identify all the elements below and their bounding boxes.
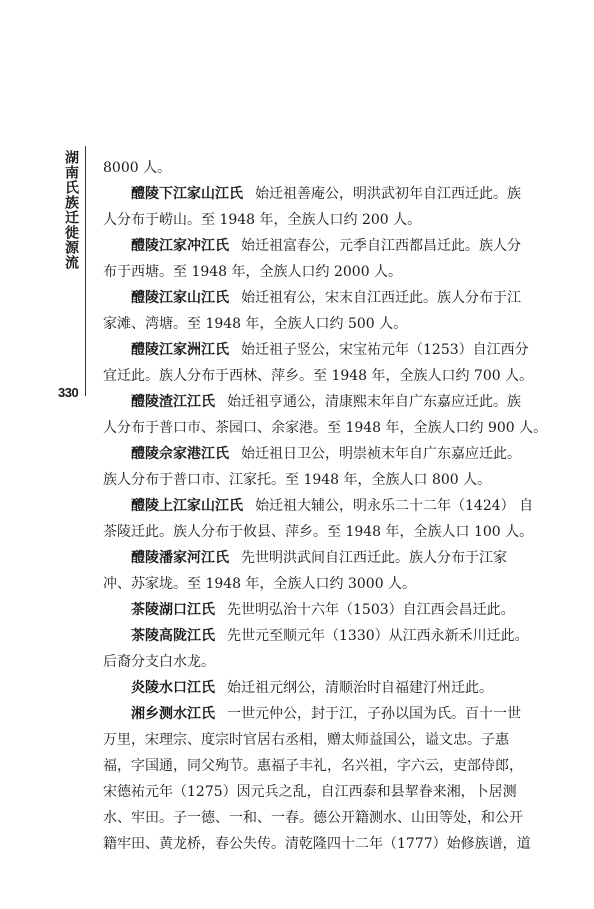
line-text: 人分布于普口市、茶园口、余家港。至 1948 年，全族人口约 900 人。 — [103, 420, 548, 436]
text-line — [103, 415, 548, 441]
clan-heading: 醴陵潘家河江氏 — [131, 550, 229, 566]
line-text: 宋德祐元年（1275）因元兵之乱，自江西泰和县挈眷来湘，卜居测 — [103, 784, 517, 800]
text-line — [103, 389, 543, 415]
text-line — [103, 597, 543, 623]
text-line — [103, 181, 543, 207]
line-text: 冲、苏家垅。至 1948 年，全族人口约 3000 人。 — [103, 576, 417, 592]
clan-heading: 醴陵渣江江氏 — [131, 394, 215, 410]
line-text: 一世元仲公，封于江，子孙以国为氏。百十一世 — [227, 706, 521, 722]
text-line — [103, 311, 543, 337]
line-text: 始迁祖亨通公，清康熙末年自广东嘉应迁此。族 — [227, 394, 521, 410]
text-line — [103, 545, 543, 571]
text-line — [103, 753, 543, 779]
text-line — [103, 285, 543, 311]
line-text: 后裔分支白水龙。 — [103, 654, 215, 670]
clan-heading: 醴陵江家山江氏 — [131, 290, 229, 306]
line-text: 籍牢田、黄龙桥，春公失传。清乾隆四十二年（1777）始修族谱，道 — [103, 836, 531, 852]
line-text: 始迁祖日卫公，明崇祯末年自广东嘉应迁此。 — [241, 446, 521, 462]
text-line — [103, 623, 543, 649]
margin-rule — [85, 146, 86, 396]
line-text: 万里，宋理宗、度宗时官居右丞相，赠太师益国公，谥文忠。子惠 — [103, 732, 509, 748]
text-line — [103, 701, 543, 727]
clan-heading: 茶陵高陇江氏 — [131, 628, 215, 644]
line-text: 族人分布于普口市、江家托。至 1948 年，全族人口 800 人。 — [103, 472, 492, 488]
text-line — [103, 363, 543, 389]
line-text: 始迁祖元纲公，清顺治时自福建汀州迁此。 — [227, 680, 493, 696]
text-line — [103, 337, 543, 363]
text-line — [103, 727, 543, 753]
text-line — [103, 519, 543, 545]
text-line — [103, 259, 543, 285]
text-line — [103, 571, 543, 597]
text-line — [103, 649, 543, 675]
text-line — [103, 779, 543, 805]
line-text: 人分布于崂山。至 1948 年，全族人口约 200 人。 — [103, 212, 422, 228]
line-text: 先世明洪武间自江西迁此。族人分布于江家 — [241, 550, 507, 566]
clan-heading: 醴陵下江家山江氏 — [131, 186, 243, 202]
line-text: 布于西塘。至 1948 年，全族人口约 2000 人。 — [103, 264, 403, 280]
text-line — [103, 441, 543, 467]
clan-heading: 醴陵上江家山江氏 — [131, 498, 243, 514]
line-text: 水、牢田。子一德、一和、一春。德公开籍测水、山田等处，和公开 — [103, 810, 523, 826]
text-line — [103, 805, 543, 831]
line-text: 宜迁此。族人分布于西林、萍乡。至 1948 年，全族人口约 700 人。 — [103, 368, 534, 384]
body-text — [103, 155, 548, 857]
clan-heading: 茶陵湖口江氏 — [131, 602, 215, 618]
line-text: 先世明弘治十六年（1503）自江西会昌迁此。 — [227, 602, 515, 618]
line-text: 始迁祖子竖公，宋宝祐元年（1253）自江西分 — [241, 342, 529, 358]
line-text: 始迁祖富春公，元季自江西都昌迁此。族人分 — [241, 238, 521, 254]
clan-heading: 炎陵水口江氏 — [131, 680, 215, 696]
clan-heading: 醴陵江家冲江氏 — [131, 238, 229, 254]
text-line — [103, 675, 543, 701]
text-line — [103, 831, 543, 857]
line-text: 家滩、湾塘。至 1948 年，全族人口约 500 人。 — [103, 316, 408, 332]
line-text: 福，字国通，同父殉节。惠福子丰礼，名兴祖，字六云，吏部侍郎， — [103, 758, 523, 774]
text-line — [103, 233, 543, 259]
line-text: 8000 人。 — [103, 160, 172, 176]
clan-heading: 醴陵佘家港江氏 — [131, 446, 229, 462]
text-line — [103, 207, 543, 233]
line-text: 始迁祖善庵公，明洪武初年自江西迁此。族 — [255, 186, 521, 202]
running-title: 湖南氏族迁徙源流 — [63, 150, 79, 270]
line-text: 茶陵迁此。族人分布于攸县、萍乡。至 1948 年，全族人口 100 人。 — [103, 524, 534, 540]
page-number: 330 — [58, 385, 79, 400]
text-line — [103, 155, 543, 181]
line-text: 始迁祖宥公，宋末自江西迁此。族人分布于江 — [241, 290, 521, 306]
text-line — [103, 493, 543, 519]
line-text: 始迁祖大辅公，明永乐二十二年（1424） 自 — [255, 498, 534, 514]
clan-heading: 醴陵江家洲江氏 — [131, 342, 229, 358]
line-text: 先世元至顺元年（1330）从江西永新禾川迁此。 — [227, 628, 529, 644]
clan-heading: 湘乡测水江氏 — [131, 706, 215, 722]
text-line — [103, 467, 543, 493]
